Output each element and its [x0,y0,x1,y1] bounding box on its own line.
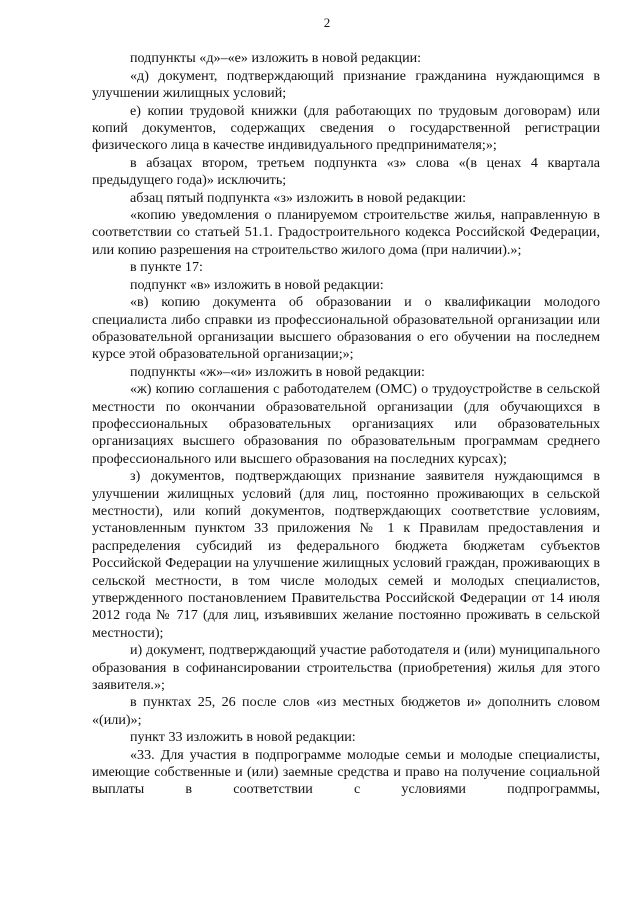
page-number: 2 [323,15,331,30]
paragraph: пункт 33 изложить в новой редакции: [130,729,356,746]
paragraph: в пунктах 25, 26 после слов «из местных бюджетов и» дополнить словом «(или)»; [92,694,600,728]
paragraph: е) копии трудовой книжки (для работающих по трудовым договорам) или копий документов, содержащих сведения о государственной регистрации физического лица в качестве индивидуального предпринимателя;»; [92,102,600,154]
document-body [92,50,600,798]
paragraph: «копию уведомления о планируемом строительстве жилья, направленную в соответствии со статьей 51.1. Градостроительного кодекса Российской Федерации, или копию разрешения на строительство жилого дома (при наличии).»; [92,207,600,258]
paragraph: абзац пятый подпункта «з» изложить в новой редакции: [130,189,467,206]
paragraph: «ж) копию соглашения с работодателем (ОМС) о трудоустройстве в сельской местности по окончании образовательной организации (для обучающихся в профессиональных образовательных организациях или образовательных организациях высшего образования по образовательным программам среднего профессионального или высшего образования на последних курсах); [92,381,600,467]
paragraph: «33. Для участия в подпрограмме молодые семьи и молодые специалисты, имеющие собственные и (или) заемные средства и право на получение социальной выплаты в соответствии с условиями подпрограммы, [92,746,600,798]
paragraph: и) документ, подтверждающий участие работодателя и (или) муниципального образования в софинансировании строительства (приобретения) жилья для этого заявителя.»; [92,642,600,694]
paragraph: в абзацах втором, третьем подпункта «з» слова «(в ценах 4 квартала предыдущего года)» исключить; [92,154,600,189]
paragraph: подпункт «в» изложить в новой редакции: [130,276,384,293]
paragraph: в пункте 17: [130,259,203,276]
paragraph: «в) копию документа об образовании и о квалификации молодого специалиста либо справки из профессиональной образовательной организации или образовательной организации высшего образования о его обучении на последнем курсе этой образовательной организации;»; [92,294,600,363]
paragraph: подпункты «д»–«е» изложить в новой редакции: [130,50,422,67]
paragraph: з) документов, подтверждающих признание заявителя нуждающимся в улучшении жилищных условий (для лиц, постоянно проживающих в сельской местности), или копий документов, подтверждающих соответствие условиям, установленным пунктом 33 приложения № 1 к Правилам предоставления и распределения субсидий из федерального бюджета бюджетам субъектов Российской Федерации на улучшение жилищных условий граждан, проживающих в сельской местности, в том числе молодых семей и молодых специалистов, утвержденного постановлением Правительства Российской Федерации от 14 июля 2012 года № 717 (для лиц, изъявивших желание постоянно проживать в сельской местности); [92,468,600,641]
paragraph: подпункты «ж»–«и» изложить в новой редакции: [130,363,425,380]
paragraph: «д) документ, подтверждающий признание гражданина нуждающимся в улучшении жилищных условий; [92,67,600,102]
